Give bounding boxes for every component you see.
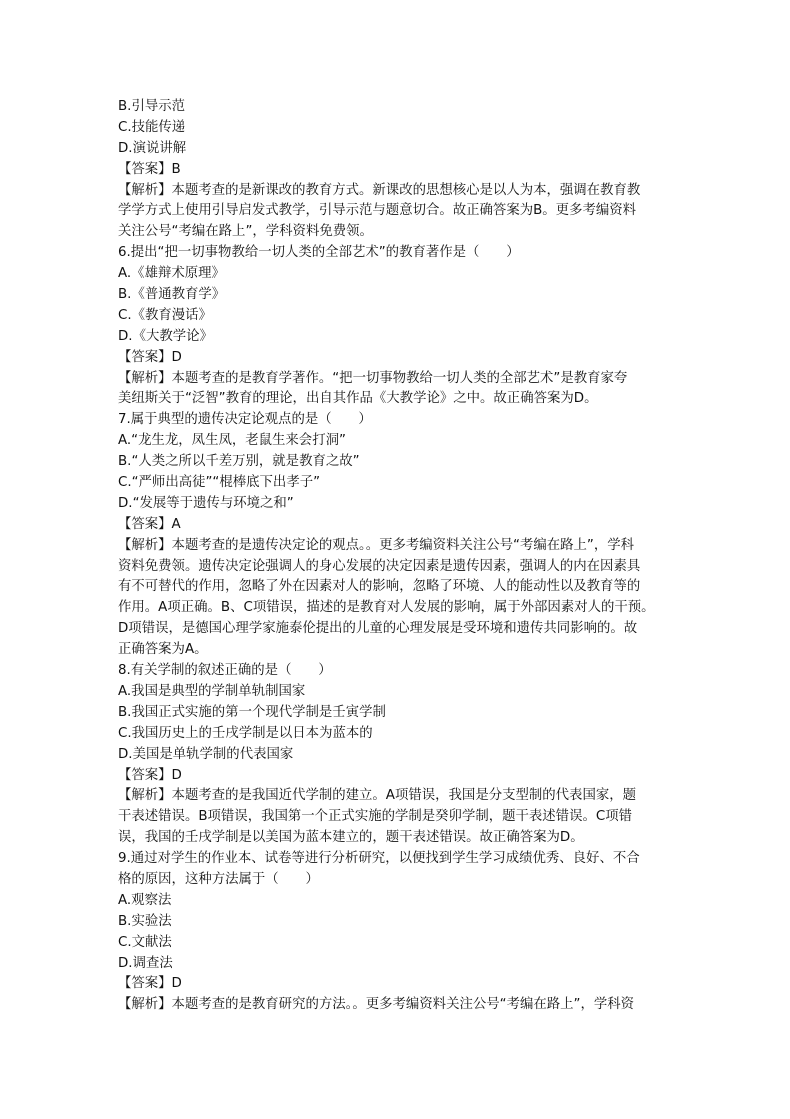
analysis-q5-line-2: 学学方式上使用引导启发式教学，引导示范与题意切合。故正确答案为B。更多考编资料 [118,203,637,219]
analysis-q5-line-1: 【解析】本题考查的是新课改的教育方式。新课改的思想核心是以人为本，强调在教育教 [118,182,641,198]
option-d-q7: D.“发展等于遗传与环境之和” [118,495,294,511]
option-a-q9: A.观察法 [118,892,172,908]
option-d-q5: D.演说讲解 [118,140,187,156]
option-c-q6: C.《教育漫话》 [118,307,212,323]
option-b-q6: B.《普通教育学》 [118,287,226,303]
analysis-q7-line-1: 【解析】本题考查的是遗传决定论的观点。。更多考编资料关注公号“考编在路上”，学科 [118,537,635,553]
analysis-q7-line-4: 作用。A项正确。B、C项错误，描述的是教育对人发展的影响，属于外部因素对人的干预。 [118,600,655,616]
answer-q5: 【答案】B [118,161,181,177]
question-8: 8.有关学制的叙述正确的是（ ） [118,663,332,679]
option-a-q6: A.《雄辩术原理》 [118,266,225,282]
analysis-q8-line-1: 【解析】本题考查的是我国近代学制的建立。A项错误，我国是分支型制的代表国家，题 [118,788,637,804]
option-b-q7: B.“人类之所以千差万别，就是教育之故” [118,454,360,470]
analysis-q8-line-2: 干表述错误。B项错误，我国第一个正式实施的学制是癸卯学制，题干表述错误。C项错 [118,809,632,825]
option-c-q8: C.我国历史上的壬戌学制是以日本为蓝本的 [118,725,373,741]
option-c-q7: C.“严师出高徒”“棍棒底下出孝子” [118,475,321,491]
analysis-q9-line-1: 【解析】本题考查的是教育研究的方法。。更多考编资料关注公号“考编在路上”，学科资 [118,997,635,1013]
analysis-q5-line-3: 关注公号“考编在路上”，学科资料免费领。 [118,224,373,240]
question-6: 6.提出“把一切事物教给一切人类的全部艺术”的教育著作是（ ） [118,245,520,261]
analysis-q6-line-2: 美纽斯关于“泛智”教育的理论，出自其作品《大教学论》之中。故正确答案为D。 [118,391,598,407]
analysis-q7-line-5: D项错误，是德国心理学家施泰伦提出的儿童的心理发展是受环境和遗传共同影响的。故 [118,621,638,637]
option-d-q8: D.美国是单轨学制的代表国家 [118,746,294,762]
analysis-q8-line-3: 误，我国的壬戌学制是以美国为蓝本建立的，题干表述错误。故正确答案为D。 [118,830,584,846]
answer-q7: 【答案】A [118,516,181,532]
answer-q6: 【答案】D [118,349,182,365]
question-7: 7.属于典型的遗传决定论观点的是（ ） [118,412,372,428]
question-9-line-1: 9.通过对学生的作业本、试卷等进行分析研究，以便找到学生学习成绩优秀、良好、不合 [118,851,640,867]
option-a-q8: A.我国是典型的学制单轨制国家 [118,683,306,699]
analysis-q7-line-3: 有不可替代的作用，忽略了外在因素对人的影响，忽略了环境、人的能动性以及教育等的 [118,579,641,595]
analysis-q7-line-6: 正确答案为A。 [118,642,208,658]
answer-q9: 【答案】D [118,976,182,992]
option-d-q6: D.《大教学论》 [118,328,213,344]
option-d-q9: D.调查法 [118,955,173,971]
option-c-q5: C.技能传递 [118,119,186,135]
option-a-q7: A.“龙生龙，凤生凤，老鼠生来会打洞” [118,433,346,449]
question-9-line-2: 格的原因，这种方法属于（ ） [118,871,319,887]
analysis-q7-line-2: 资料免费领。遗传决定论强调人的身心发展的决定因素是遗传因素，强调人的内在因素具 [118,558,641,574]
option-b-q8: B.我国正式实施的第一个现代学制是壬寅学制 [118,704,386,720]
option-b-q9: B.实验法 [118,913,172,929]
analysis-q6-line-1: 【解析】本题考查的是教育学著作。“把一切事物教给一切人类的全部艺术”是教育家夸 [118,370,628,386]
option-b-q5: B.引导示范 [118,99,186,114]
answer-q8: 【答案】D [118,767,182,783]
option-c-q9: C.文献法 [118,934,172,950]
